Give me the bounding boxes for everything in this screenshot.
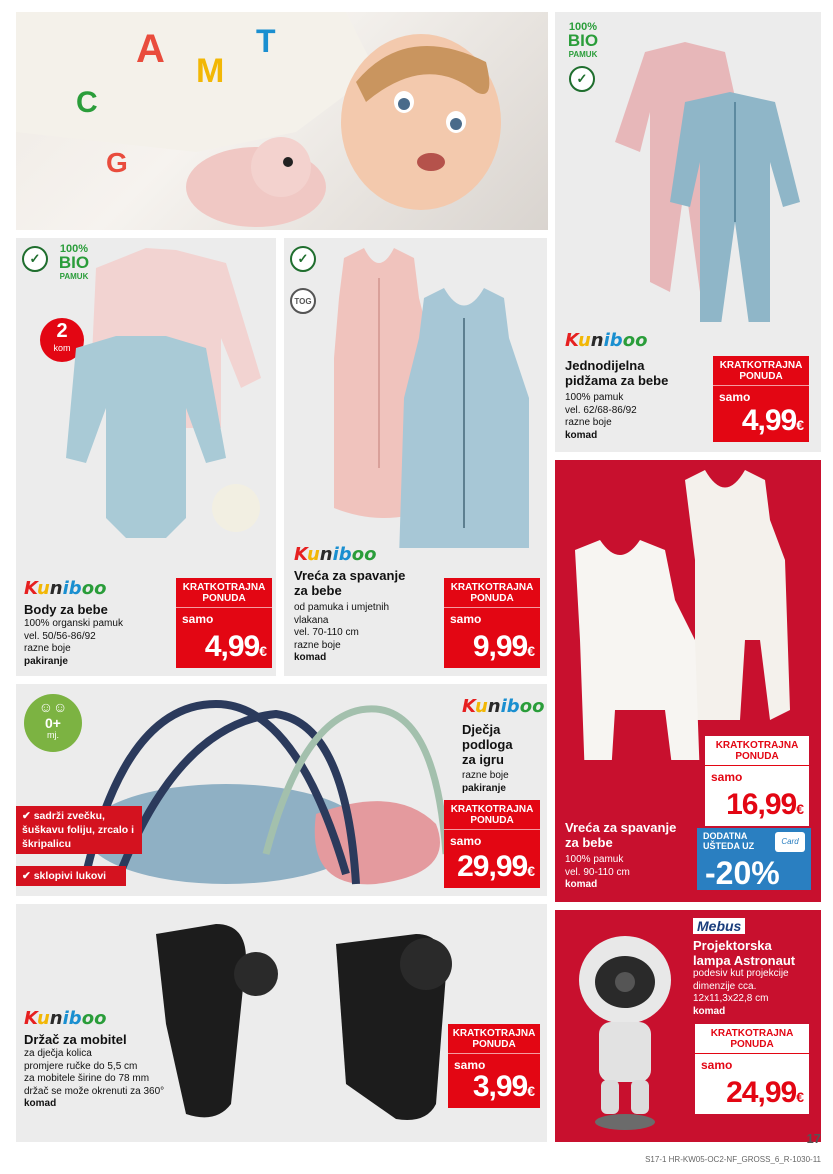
playmat-brand-logo: Kuniboo [462,696,545,717]
pajama-offer-label: KRATKOTRAJNA PONUDA [713,356,809,386]
sleepbag-title: Vreća za spavanje za bebe [294,568,406,598]
print-code: S17-1 HR-KW05-OC2-NF_GROSS_6_R-1030-11 [645,1155,821,1164]
lamp-desc: podesiv kut projekcije dimenzije cca. 12x11,3x22,8 cm komad [693,968,789,1017]
body-brand-logo: Kuniboo [24,578,107,599]
children-icon: ☺☺ [38,699,68,715]
body-price-box: KRATKOTRAJNA PONUDA samo 4,99€ [176,578,272,668]
playmat-offer-label: KRATKOTRAJNA PONUDA [444,800,540,830]
sleepbag-brand-logo: Kuniboo [294,544,377,565]
playmat-price: 29,99€ [457,850,534,883]
sleepbag2-offer-label: KRATKOTRAJNA PONUDA [705,736,809,766]
sleepbag2-illustration [555,460,821,760]
sleepbag-panel [284,238,547,676]
holder-offer-label: KRATKOTRAJNA PONUDA [448,1024,540,1054]
holder-brand-logo: Kuniboo [24,1008,107,1029]
body-price: 4,99€ [204,630,266,663]
lamp-title: Projektorska lampa Astronaut [693,938,796,968]
check-icon: ✔ [22,870,34,882]
sleepbag2-panel [555,460,821,902]
age-badge: ☺☺ 0+ mj. [24,694,82,752]
card-icon: Card [775,832,805,852]
gots-cert-icon: ✓ [22,246,48,272]
playmat-bullet-1: ✔ sadrži zvečku, šuškavu foliju, zrcalo i škripalicu [16,806,142,854]
page-number: 17 [806,1131,821,1146]
lamp-panel [555,910,821,1142]
sleepbag-price: 9,99€ [472,630,534,663]
lamp-brand-logo: Mebus [693,918,745,934]
hero-baby-photo [16,12,548,230]
playmat-price-box: KRATKOTRAJNA PONUDA samo 29,99€ [444,800,540,888]
sleepbag-offer-label: KRATKOTRAJNA PONUDA [444,578,540,608]
bio-label: 100% BIO PAMUK [567,21,599,59]
svg-text:C: C [76,86,98,119]
bio-label: 100% BIO PAMUK [58,243,90,281]
sleepbag2-price-box: KRATKOTRAJNA PONUDA samo 16,99€ [705,736,809,826]
holder-title: Držač za mobitel [24,1032,127,1047]
body-title: Body za bebe [24,602,108,617]
count-badge: 2 kom [40,318,84,362]
pajama-illustration [555,22,821,322]
svg-text:A: A [136,27,165,71]
hero-illustration [16,12,548,230]
svg-text:T: T [256,23,276,59]
svg-text:M: M [196,52,225,90]
holder-desc: za dječja kolica promjere ručke do 5,5 cm za mobitele širine do 78 mm držač se može okrenuti za 360° komad [24,1048,165,1109]
pajama-panel [555,12,821,452]
check-icon: ✔ [22,810,34,822]
body-offer-label: KRATKOTRAJNA PONUDA [176,578,272,608]
sleepbag2-title: Vreća za spavanje za bebe [565,820,677,850]
playmat-desc: razne boje pakiranje [462,770,509,794]
holder-price-box: KRATKOTRAJNA PONUDA samo 3,99€ [448,1024,540,1108]
sleepbag2-price: 16,99€ [726,788,803,821]
lamp-price-box: KRATKOTRAJNA PONUDA samo 24,99€ [695,1024,809,1114]
svg-text:G: G [106,147,128,178]
lamp-illustration [555,910,685,1142]
lamp-price: 24,99€ [726,1076,803,1109]
sleepbag-desc: od pamuka i umjetnih vlakana vel. 70-110 cm razne boje komad [294,602,390,663]
pajama-brand-logo: Kuniboo [565,330,648,351]
body-panel [16,238,276,676]
gots-cert-icon: ✓ [290,246,316,272]
pajama-desc: 100% pamuk vel. 62/68-86/92 razne boje komad [565,392,637,441]
body-illustration [16,238,276,538]
pajama-price-box: KRATKOTRAJNA PONUDA samo 4,99€ [713,356,809,442]
playmat-bullet-2: ✔ sklopivi lukovi [16,866,126,886]
pajama-price: 4,99€ [741,404,803,437]
sleepbag-illustration [284,238,547,548]
playmat-title: Dječja podloga za igru [462,722,513,767]
card-discount-badge: DODATNA UŠTEDA UZ Card -20% [697,828,811,890]
pajama-title: Jednodijelna pidžama za bebe [565,358,669,388]
holder-panel [16,904,547,1142]
lamp-offer-label: KRATKOTRAJNA PONUDA [695,1024,809,1054]
tog-cert-icon: TOG [290,288,316,314]
sleepbag2-desc: 100% pamuk vel. 90-110 cm komad [565,854,630,890]
playmat-panel [16,684,547,896]
body-desc: 100% organski pamuk vel. 50/56-86/92 razne boje pakiranje [24,618,123,667]
gots-cert-icon: ✓ [569,66,595,92]
holder-price: 3,99€ [472,1070,534,1103]
sleepbag-price-box: KRATKOTRAJNA PONUDA samo 9,99€ [444,578,540,668]
